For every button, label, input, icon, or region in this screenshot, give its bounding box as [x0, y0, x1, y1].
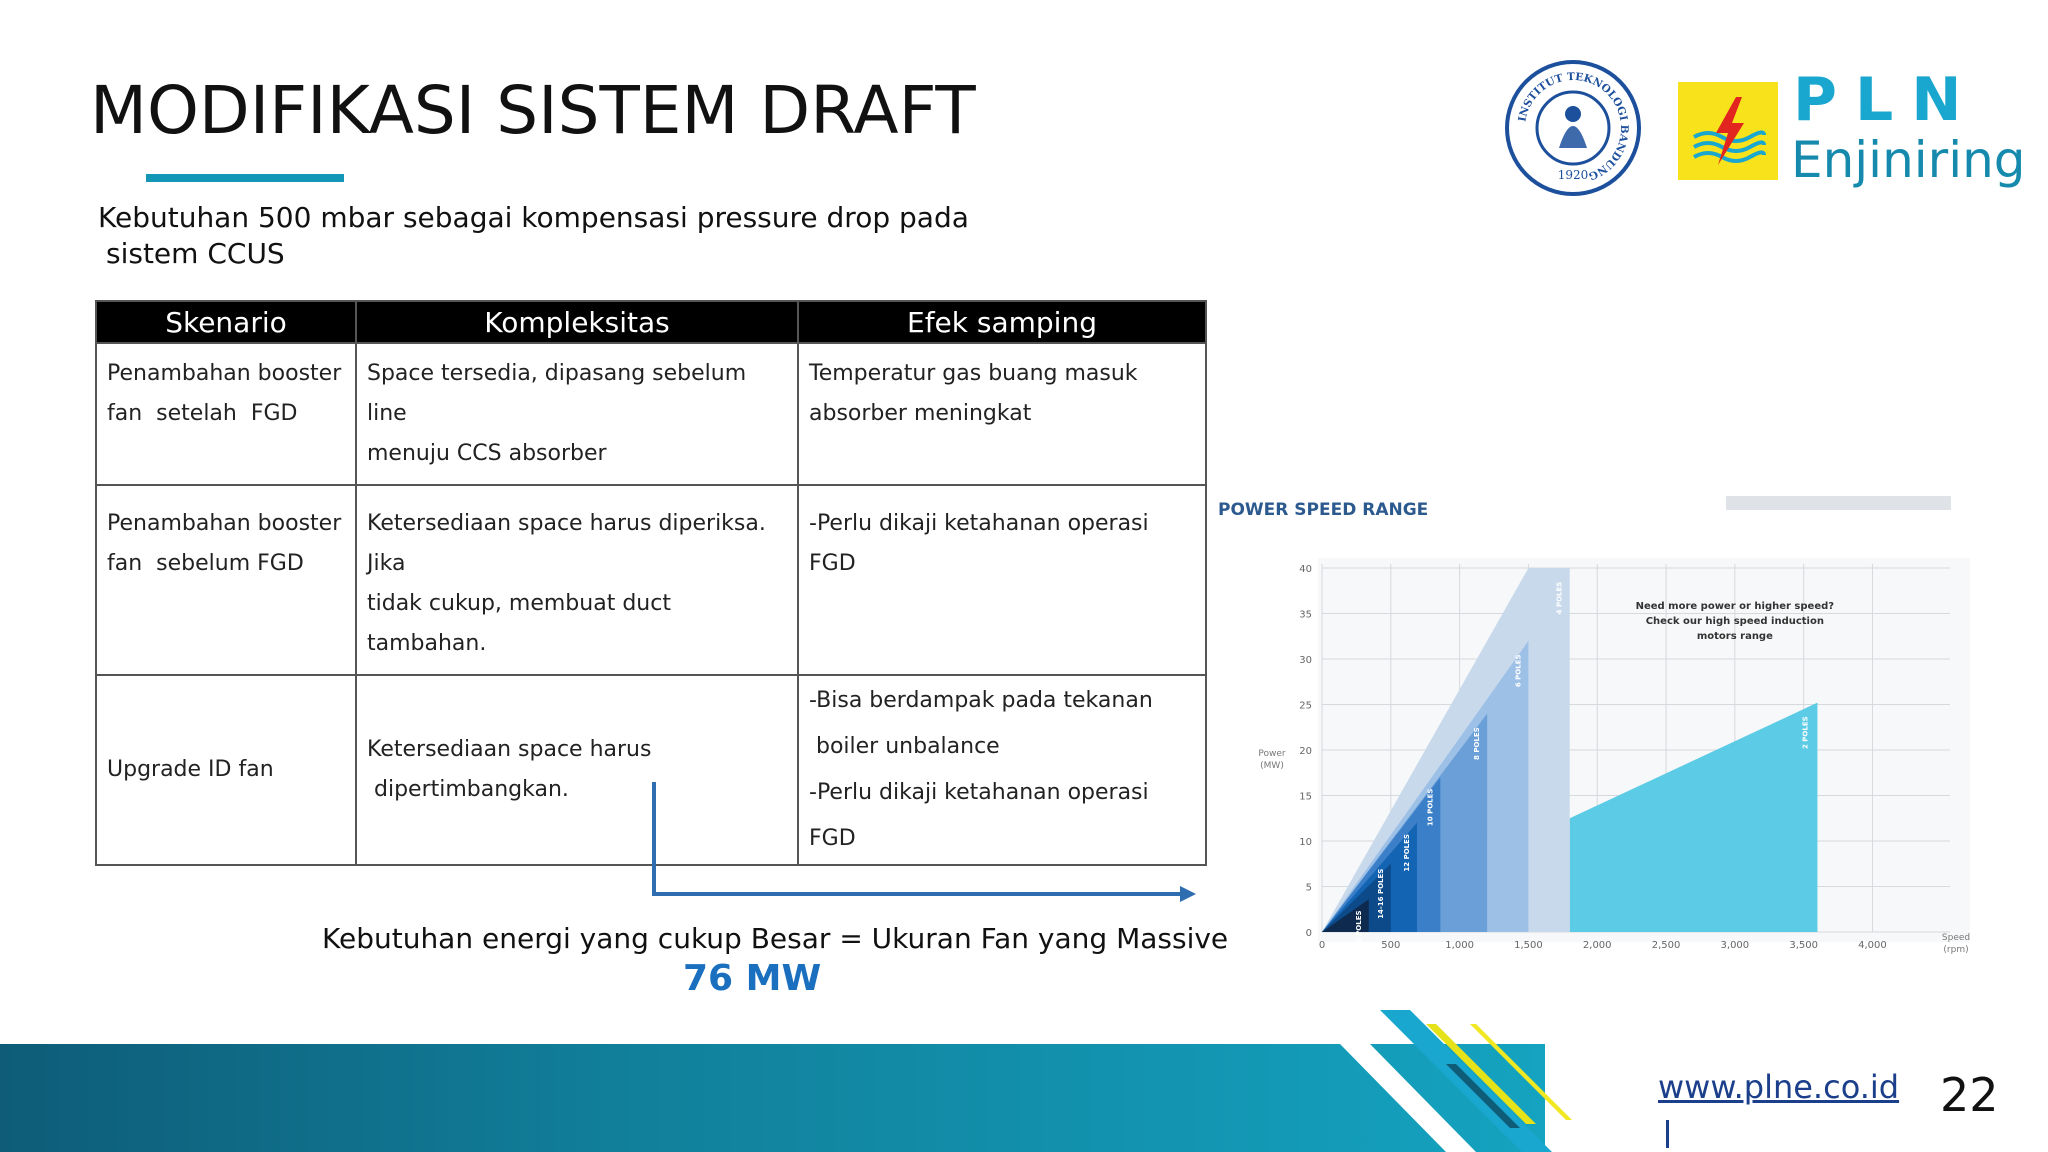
y-tick-label: 15	[1299, 791, 1312, 803]
chart-plot	[1210, 494, 1970, 974]
series-label: 8 POLES	[1473, 727, 1482, 760]
chart-annotation-line: Check our high speed induction	[1645, 615, 1824, 627]
cell-line: tidak cukup, membuat duct tambahan.	[367, 591, 671, 656]
logo-group	[1505, 58, 2025, 208]
x-axis-label: (rpm)	[1943, 945, 1969, 955]
slide-title: MODIFIKASI SISTEM DRAFT	[90, 72, 976, 149]
y-tick-label: 5	[1305, 882, 1312, 894]
cell-line: menuju CCS absorber	[367, 441, 607, 466]
cell-line: -Bisa berdampak pada tekanan	[809, 688, 1153, 713]
title-underline	[146, 174, 344, 182]
cell-line: Ketersediaan space harus	[367, 737, 652, 762]
cell-line: Space tersedia, dipasang sebelum line	[367, 361, 747, 426]
cell-efek	[798, 343, 1206, 485]
x-tick-label: 0	[1318, 940, 1326, 951]
itb-year: 1920	[1557, 168, 1589, 182]
y-tick-label: 35	[1299, 609, 1312, 621]
website-link[interactable]: www.plne.co.id	[1658, 1068, 1900, 1106]
cell-line: FGD	[809, 826, 856, 851]
cell-skenario	[96, 675, 356, 865]
itb-ring-text: INSTITUT TEKNOLOGI BANDUNG	[1516, 70, 1631, 183]
slide-subtitle	[98, 200, 969, 272]
cell-kompleksitas	[356, 485, 798, 675]
cell-kompleksitas	[356, 343, 798, 485]
x-tick-label: 500	[1381, 940, 1401, 951]
y-tick-label: 25	[1299, 700, 1312, 712]
cell-efek	[798, 485, 1206, 675]
page-number: 22	[1940, 1068, 1999, 1122]
cell-line: fan sebelum FGD	[107, 551, 304, 576]
cell-line: fan setelah FGD	[107, 401, 298, 426]
cell-line: Temperatur gas buang masuk	[809, 361, 1138, 386]
cell-line: Upgrade ID fan	[107, 757, 274, 782]
cell-line: absorber meningkat	[809, 401, 1032, 426]
y-tick-label: 10	[1299, 837, 1312, 848]
x-tick-label: 2,000	[1582, 940, 1612, 951]
x-tick-label: 1,000	[1445, 940, 1474, 951]
flow-arrow	[640, 780, 1200, 910]
table-header-row	[96, 301, 1206, 343]
cell-line: -Perlu dikaji ketahanan operasi	[809, 511, 1149, 536]
cell-line: Penambahan booster	[107, 361, 342, 386]
table-row	[96, 485, 1206, 675]
series-label: 4 POLES	[1555, 581, 1564, 615]
itb-logo	[1505, 60, 1641, 196]
y-axis-label: Power	[1258, 749, 1286, 759]
text-cursor	[1666, 1120, 1669, 1148]
chart-title: POWER SPEED RANGE	[1218, 500, 1429, 520]
series-label: 12 POLES	[1402, 834, 1411, 872]
header-efek-samping: Efek samping	[798, 301, 1206, 343]
power-value: 76 MW	[683, 958, 822, 999]
cell-skenario	[96, 485, 356, 675]
series-label: 16 POLES	[1354, 910, 1363, 949]
series-label: 2 POLES	[1801, 716, 1810, 750]
power-speed-chart	[1210, 494, 1970, 974]
x-axis-label: Speed	[1941, 933, 1970, 943]
x-tick-label: 3,000	[1720, 940, 1750, 951]
header-skenario: Skenario	[96, 301, 356, 343]
x-tick-label: 3,500	[1789, 940, 1818, 951]
table-row	[96, 343, 1206, 485]
subtitle-line-2: sistem CCUS	[106, 237, 285, 270]
cell-skenario	[96, 343, 356, 485]
chart-annotation-line: motors range	[1696, 630, 1773, 642]
cell-line: dipertimbangkan.	[367, 777, 569, 802]
cell-line: -Perlu dikaji ketahanan operasi	[809, 780, 1149, 805]
series-label: 10 POLES	[1426, 788, 1435, 827]
chart-annotation-line: Need more power or higher speed?	[1635, 600, 1835, 612]
y-axis-label: (MW)	[1260, 761, 1284, 771]
y-tick-label: 40	[1299, 564, 1312, 575]
pln-logo-icon	[1678, 82, 1778, 180]
footer-band	[0, 1044, 1545, 1152]
enjiniring-wordmark: Enjiniring	[1791, 131, 2026, 189]
subtitle-line-1: Kebutuhan 500 mbar sebagai kompensasi pressure drop pada	[98, 201, 969, 234]
x-tick-label: 1,500	[1514, 940, 1543, 951]
pln-wordmark: PLN	[1793, 65, 1980, 135]
cell-line: FGD	[809, 551, 856, 576]
series-label: 6 POLES	[1514, 654, 1523, 688]
cell-line: Penambahan booster	[107, 511, 342, 536]
series-label: 14-16 POLES	[1376, 868, 1385, 919]
lightning-icon	[1688, 91, 1768, 171]
y-tick-label: 30	[1299, 655, 1312, 666]
y-tick-label: 20	[1299, 746, 1312, 757]
x-tick-label: 4,000	[1858, 940, 1887, 951]
energy-conclusion: Kebutuhan energi yang cukup Besar = Ukuran Fan yang Massive	[322, 922, 1229, 955]
y-tick-label: 0	[1305, 928, 1312, 939]
footer-stripes	[1340, 1010, 1700, 1152]
cell-line: Ketersediaan space harus diperiksa. Jika	[367, 511, 766, 576]
x-tick-label: 2,500	[1651, 940, 1681, 951]
cell-line: boiler unbalance	[809, 734, 1000, 759]
header-kompleksitas: Kompleksitas	[356, 301, 798, 343]
